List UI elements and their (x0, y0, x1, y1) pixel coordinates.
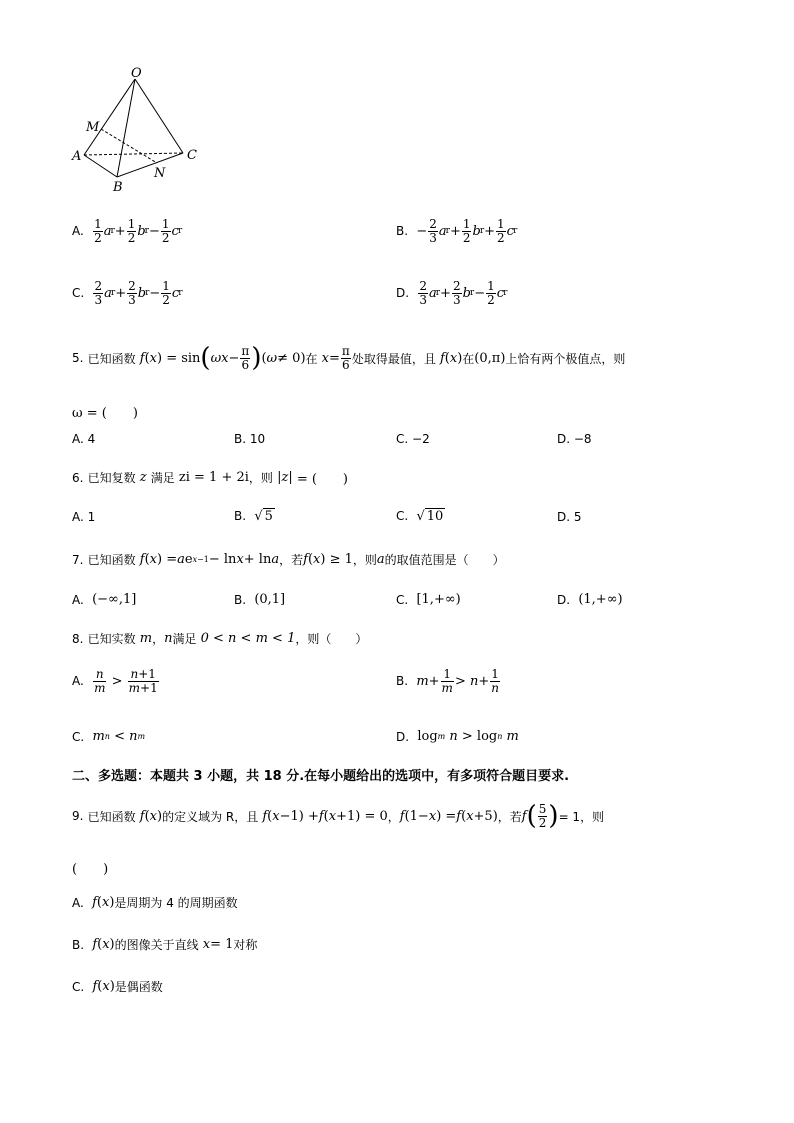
label-C: C (187, 148, 197, 163)
label-M: M (86, 120, 100, 135)
q8-option-b[interactable]: B. m + $\frac{1}{m}$ > n + $\frac{1}{n}$ (396, 667, 499, 695)
q6-option-d[interactable]: D. 5 (557, 510, 582, 524)
q5-stem-line2: ω = ( ) (72, 406, 138, 421)
q9-stem-line2: ( ) (72, 862, 109, 877)
q7-option-b[interactable]: B. (0,1] (234, 592, 286, 607)
q7-option-d[interactable]: D. (1,+∞) (557, 592, 623, 607)
q8-stem: 8. 已知实数 m ， n 满足 0 < n < m < 1 ，则（ ） (72, 631, 368, 646)
q5-option-d[interactable]: D. −8 (557, 432, 592, 446)
q9-option-a[interactable]: A. f ( x ) 是周期为 4 的周期函数 (72, 895, 238, 910)
tetrahedron-diagram (60, 60, 220, 200)
q4-option-d[interactable]: D. $\frac{2}{3}$ a r + $\frac{2}{3}$ b r − $\frac{1}{2}$ c r (396, 279, 508, 307)
label-A: A (72, 149, 82, 164)
q6-stem: 6. 已知复数 z 满足 zi = 1 + 2i ，则 | z | = ( ) (72, 470, 348, 487)
q5-option-c[interactable]: C. −2 (396, 432, 430, 446)
q6-option-a[interactable]: A. 1 (72, 510, 96, 524)
q9-option-c[interactable]: C. f ( x ) 是偶函数 (72, 979, 163, 994)
q5-stem: 5. 已知函数 f ( x ) = sin ( ωx − $\frac{\pi}{6}$ ) ( ω ≠ 0) 在 x = $\frac{\pi}{6}$ 处取得最值，且 f ( x ) 在 (0,π) 上恰有两个极值点，则 (72, 343, 626, 374)
q8-option-d[interactable]: D. log m n > log n m (396, 729, 519, 744)
label-O: O (131, 66, 142, 81)
q8-option-c[interactable]: C. m n < n m (72, 729, 146, 744)
q4-option-c[interactable]: C. $\frac{2}{3}$ a r + $\frac{2}{3}$ b r − $\frac{1}{2}$ c r (72, 279, 183, 307)
q6-option-b[interactable]: B. √ 5 (234, 508, 273, 524)
q7-option-c[interactable]: C. [1,+∞) (396, 592, 461, 607)
q8-option-a[interactable]: A. $\frac{n}{m}$ > $\frac{n+1}{m+1}$ (72, 667, 158, 695)
q4-option-b[interactable]: B. − $\frac{2}{3}$ a r + $\frac{1}{2}$ b r + $\frac{1}{2}$ c r (396, 217, 518, 245)
q5-option-b[interactable]: B. 10 (234, 432, 266, 446)
label-B: B (113, 180, 123, 195)
q9-stem: 9. 已知函数 f ( x ) 的定义域为 R，且 f ( x −1) + f ( x +1) = 0 ， f (1− x ) = f ( x +5) ，若 f ( $\frac{5}{2}$ ) = 1，则 (72, 801, 605, 832)
q5-option-a[interactable]: A. 4 (72, 432, 96, 446)
q6-option-c[interactable]: C. √ 10 (396, 508, 444, 524)
q9-option-b[interactable]: B. f ( x ) 的图像关于直线 x = 1 对称 (72, 937, 258, 952)
q7-option-a[interactable]: A. (−∞,1] (72, 592, 137, 607)
q4-option-a[interactable]: A. $\frac{1}{2}$ a r + $\frac{1}{2}$ b r − $\frac{1}{2}$ c r (72, 217, 183, 245)
q7-stem: 7. 已知函数 f ( x ) = a e x−1 − ln x + ln a ，若 f ( x ) ≥ 1 ，则 a 的取值范围是（ ） (72, 552, 505, 567)
label-N: N (154, 166, 166, 181)
section-2-heading: 二、多选题：本题共 3 小题，共 18 分.在每小题给出的选项中，有多项符合题目要求. (72, 769, 570, 784)
